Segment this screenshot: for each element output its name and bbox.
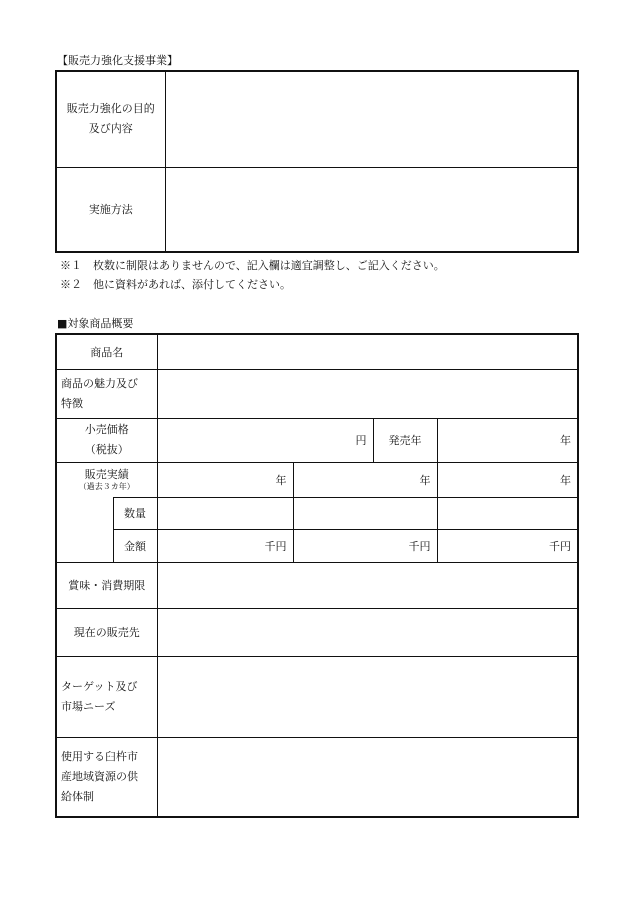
supply-label-line3: 給体制 (61, 789, 94, 803)
purpose-field[interactable] (165, 71, 578, 167)
amount-year2-unit: 千円 (408, 539, 431, 553)
quantity-year1-field[interactable] (157, 497, 293, 529)
current-sales-field[interactable] (157, 608, 578, 656)
year2-unit: 年 (419, 473, 431, 487)
expiry-label: 賞味・消費期限 (56, 562, 157, 608)
amount-label: 金額 (113, 529, 157, 562)
amount-year1-unit: 千円 (264, 539, 287, 553)
price-label-line2: （税抜） (84, 443, 129, 456)
supply-label-line1: 使用する臼杵市 (61, 749, 138, 763)
appeal-field[interactable] (157, 369, 578, 418)
price-unit: 円 (355, 434, 367, 447)
year3-field[interactable] (437, 462, 578, 497)
sales-record-spacer (56, 497, 113, 562)
quantity-year2-field[interactable] (293, 497, 437, 529)
release-year-unit: 年 (560, 434, 571, 447)
target-label (56, 656, 157, 737)
release-year-field[interactable] (437, 418, 578, 462)
target-label-line1: ターゲット及び (61, 679, 138, 693)
target-field[interactable] (157, 656, 578, 737)
quantity-label: 数量 (113, 497, 157, 529)
price-label-line1: 小売価格 (84, 423, 129, 436)
supply-label (56, 737, 157, 817)
product-name-field[interactable] (157, 334, 578, 369)
appeal-label-line1: 商品の魅力及び (61, 376, 138, 390)
method-field[interactable] (165, 167, 578, 252)
sales-record-label-text: 販売実績 (84, 467, 129, 481)
release-year-label: 発売年 (373, 418, 437, 462)
sales-record-label (56, 462, 157, 497)
purpose-label-line1: 販売力強化の目的 (66, 102, 155, 116)
purpose-label (56, 71, 165, 167)
expiry-field[interactable] (157, 562, 578, 608)
year1-unit: 年 (275, 473, 287, 487)
note-1: ※１ 枚数に制限はありませんので、記入欄は適宜調整し、ご記入ください。 (60, 259, 445, 272)
year2-field[interactable] (293, 462, 437, 497)
amount-year3-unit: 千円 (549, 539, 571, 553)
product-name-label: 商品名 (56, 334, 157, 369)
section2-title: ■対象商品概要 (57, 317, 134, 330)
amount-year3-field[interactable] (437, 529, 578, 562)
year3-unit: 年 (560, 473, 571, 487)
price-field[interactable] (157, 418, 373, 462)
year1-field[interactable] (157, 462, 293, 497)
product-overview-table (55, 333, 579, 818)
appeal-label (56, 369, 157, 418)
price-label (56, 418, 157, 462)
target-label-line2: 市場ニーズ (61, 699, 116, 713)
sales-record-sub: （過去３カ年） (78, 481, 135, 491)
sales-strength-table (55, 70, 579, 253)
section1-title: 【販売力強化支援事業】 (57, 54, 178, 67)
quantity-year3-field[interactable] (437, 497, 578, 529)
amount-year2-field[interactable] (293, 529, 437, 562)
appeal-label-line2: 特徴 (61, 396, 83, 410)
amount-year1-field[interactable] (157, 529, 293, 562)
supply-field[interactable] (157, 737, 578, 817)
supply-label-line2: 産地域資源の供 (61, 769, 138, 783)
current-sales-label: 現在の販売先 (56, 608, 157, 656)
purpose-label-line2: 及び内容 (88, 122, 133, 136)
method-label: 実施方法 (56, 167, 165, 252)
note-2: ※２ 他に資料があれば、添付してください。 (60, 278, 291, 291)
